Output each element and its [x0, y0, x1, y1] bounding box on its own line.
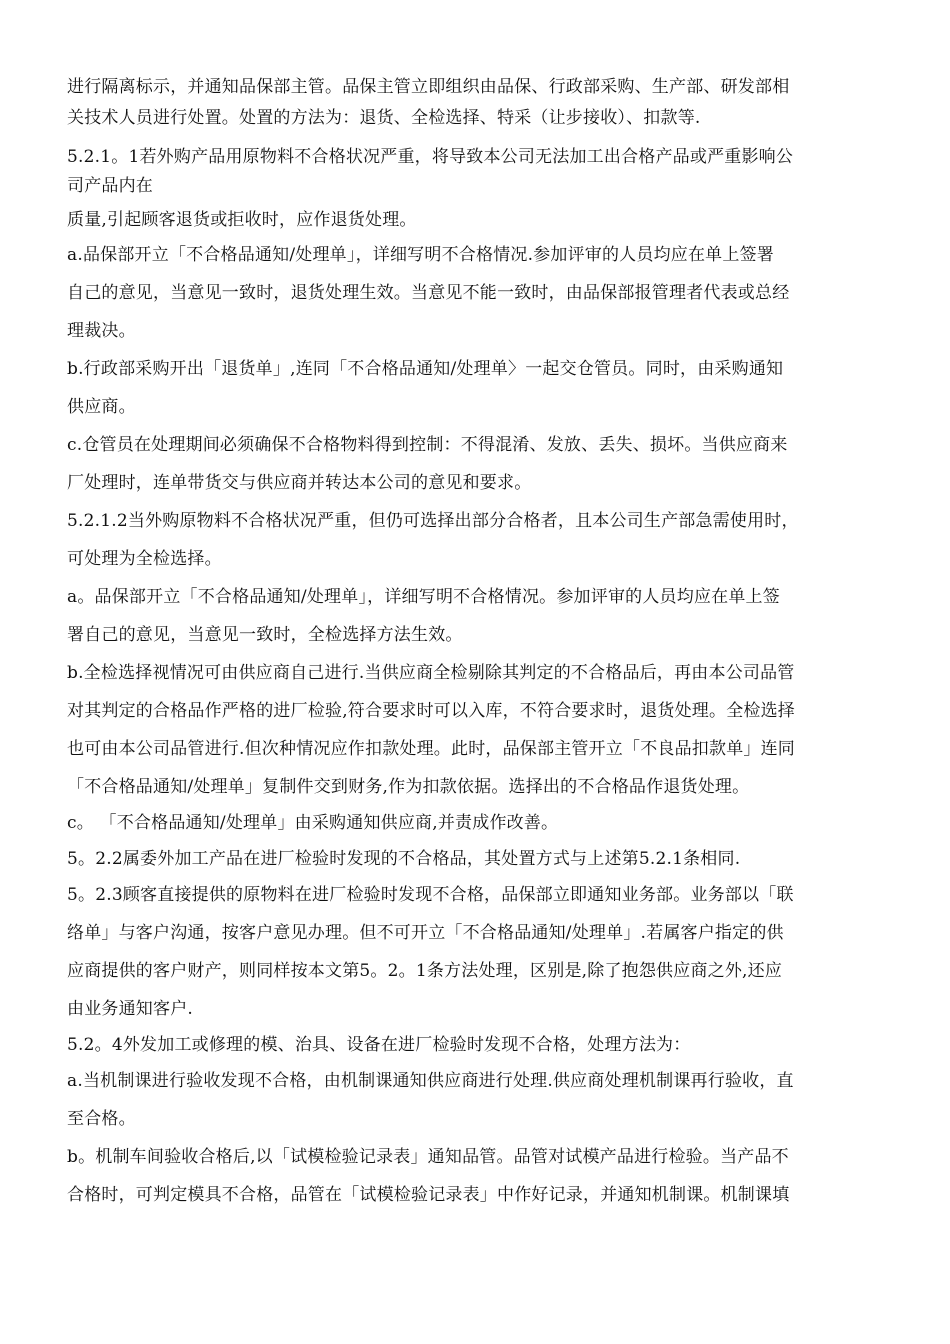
text-line: c。 「不合格品通知/处理单」由采购通知供应商,并责成作改善。: [67, 813, 559, 833]
text-line: 对其判定的合格品作严格的进厂检验,符合要求时可以入库，不符合要求时，退货处理。全检选择: [67, 701, 796, 721]
text-line: 质量,引起顾客退货或拒收时，应作退货处理。: [67, 210, 417, 230]
text-line: a.品保部开立「不合格品通知/处理单」，详细写明不合格情况.参加评审的人员均应在单上签署: [67, 245, 774, 265]
text-line: 司产品内在: [67, 176, 153, 196]
text-line: a.当机制课进行验收发现不合格，由机制课通知供应商进行处理.供应商处理机制课再行验收，直: [67, 1071, 794, 1091]
text-line: 厂处理时，连单带货交与供应商并转达本公司的意见和要求。: [67, 473, 532, 493]
text-line: 署自己的意见，当意见一致时，全检选择方法生效。: [67, 625, 463, 645]
text-line: 由业务通知客户.: [67, 999, 194, 1019]
text-line: 5。2.2属委外加工产品在进厂检验时发现的不合格品，其处置方式与上述第5.2.1条相同.: [67, 849, 741, 869]
text-line: 5。2.3顾客直接提供的原物料在进厂检验时发现不合格，品保部立即通知业务部。业务部以「联: [67, 885, 794, 905]
text-line: a。品保部开立「不合格品通知/处理单」，详细写明不合格情况。参加评审的人员均应在单上签: [67, 587, 780, 607]
text-line: b。机制车间验收合格后,以「试模检验记录表」通知品管。品管对试模产品进行检验。当产品不: [67, 1147, 789, 1167]
text-line: 5.2。4外发加工或修理的模、治具、设备在进厂检验时发现不合格，处理方法为：: [67, 1035, 691, 1055]
text-line: 5.2.1。1若外购产品用原物料不合格状况严重，将导致本公司无法加工出合格产品或严重影响公: [67, 147, 794, 167]
text-line: b.行政部采购开出「退货单」,连同「不合格品通知/处理单〉一起交仓管员。同时，由采购通知: [67, 359, 784, 379]
text-line: 供应商。: [67, 397, 136, 417]
text-line: 关技术人员进行处置。处置的方法为：退货、全检选择、特采（让步接收）、扣款等.: [67, 108, 701, 128]
text-line: 也可由本公司品管进行.但次种情况应作扣款处理。此时，品保部主管开立「不良品扣款单」连同: [67, 739, 796, 759]
document-body: [67, 72, 889, 1211]
text-line: 络单」与客户沟通，按客户意见办理。但不可开立「不合格品通知/处理单」.若属客户指定的供: [67, 923, 784, 943]
text-line: 「不合格品通知/处理单」复制件交到财务,作为扣款依据。选择出的不合格品作退货处理。: [67, 777, 750, 797]
text-line: 自己的意见，当意见一致时，退货处理生效。当意见不能一致时，由品保部报管理者代表或总经: [67, 283, 790, 303]
text-line: c.仓管员在处理期间必须确保不合格物料得到控制：不得混淆、发放、丢失、损坏。当供应商来: [67, 435, 788, 455]
text-line: 可处理为全检选择。: [67, 549, 222, 569]
text-line: 5.2.1.2当外购原物料不合格状况严重，但仍可选择出部分合格者，且本公司生产部急需使用时，: [67, 511, 799, 531]
text-line: 进行隔离标示，并通知品保部主管。品保主管立即组织由品保、行政部采购、生产部、研发部相: [67, 77, 790, 97]
text-line: 合格时，可判定模具不合格，品管在「试模检验记录表」中作好记录，并通知机制课。机制课填: [67, 1185, 790, 1205]
text-line: 应商提供的客户财产，则同样按本文第5。2。1条方法处理，区别是,除了抱怨供应商之外,还应: [67, 961, 783, 981]
text-line: 至合格。: [67, 1109, 136, 1129]
text-line: 理裁决。: [67, 321, 136, 341]
text-line: b.全检选择视情况可由供应商自己进行.当供应商全检剔除其判定的不合格品后，再由本公司品管: [67, 663, 795, 683]
